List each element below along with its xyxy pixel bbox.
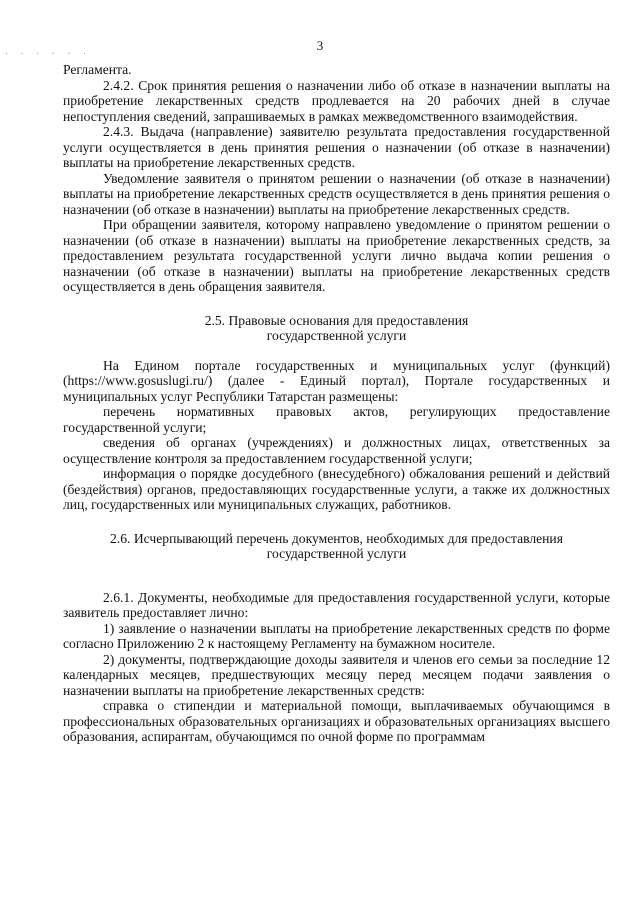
paragraph: 2.4.3. Выдача (направление) заявителю результата предоставления государственной услуги осуществляется в день принятия решения о назначении (об отказе в назначении) выплаты на приобретение лекарственных средств. [63, 124, 610, 170]
paragraph: Уведомление заявителя о принятом решении о назначении (об отказе в назначении) выплаты на приобретение лекарственных средств осуществляется в день принятия решения о назначении (об отказе в назначении) выплаты на приобретение лекарственных средств. [63, 170, 610, 217]
section-heading-2-5 [63, 313, 610, 344]
section-heading-line: государственной услуги [266, 546, 407, 561]
section-heading-line: государственной услуги [266, 328, 407, 343]
paragraph: информация о порядке досудебного (внесудебного) обжалования решений и действий (бездействия) органов, предоставляющих государственные услуги, а также их должностных лиц, государственных или муниципальных служащих, работников. [63, 466, 610, 512]
section-heading-line: 2.6. Исчерпывающий перечень документов, необходимых для предоставления [110, 530, 563, 546]
paragraph: сведения об органах (учреждениях) и должностных лицах, ответственных за осуществление контроля за предоставлением государственной услуги; [63, 435, 610, 466]
paragraph: 2.6.1. Документы, необходимые для предоставления государственной услуги, которые заявитель предоставляет лично: [63, 589, 610, 620]
paragraphs-section-2-6 [63, 590, 610, 745]
paragraph: 1) заявление о назначении выплаты на приобретение лекарственных средств по форме согласно Приложению 2 к настоящему Регламенту на бумажном носителе. [63, 620, 610, 651]
document-body [63, 62, 610, 745]
paragraph: справка о стипендии и материальной помощи, выплачиваемых обучающимся в профессиональных образовательных организациях и образовательных организациях высшего образования, аспирантам, обучающимся по очной форме по программам [63, 698, 610, 744]
section-heading-line: 2.5. Правовые основания для предоставления [204, 312, 469, 328]
spacer [63, 576, 610, 590]
paragraph: На Едином портале государственных и муниципальных услуг (функций) (https://www.gosuslugi.ru/) (далее - Единый портал), Портале государственных и муниципальных услуг Республики Татарстан размещены: [63, 357, 610, 404]
paragraph: 2) документы, подтверждающие доходы заявителя и членов его семьи за последние 12 календарных месяцев, предшествующих месяцу перед месяцем подачи заявления о назначении выплаты на приобретение лекарственных средств: [63, 651, 610, 698]
scan-marks: . . . . . . [4, 47, 90, 56]
paragraph: перечень нормативных правовых актов, регулирующих предоставление государственной услуги; [63, 404, 610, 435]
paragraph: 2.4.2. Срок принятия решения о назначении либо об отказе в назначении выплаты на приобретение лекарственных средств продлевается на 20 рабочих дней в случае непоступления сведений, запрашиваемых в рамках межведомственного взаимодействия. [63, 77, 610, 124]
paragraph: Регламента. [63, 62, 132, 77]
paragraph: При обращении заявителя, которому направлено уведомление о принятом решении о назначении (об отказе в назначении) выплаты на приобретение лекарственных средств, за предоставлением результата государственной услуги лично выдача копии решения о назначении (об отказе в назначении) выплаты на приобретение лекарственных средств осуществляется в день обращения заявителя. [63, 217, 610, 294]
paragraphs-section-2-4 [63, 62, 610, 295]
page-number: 3 [316, 38, 324, 53]
section-heading-2-6 [63, 531, 610, 562]
paragraphs-section-2-5 [63, 358, 610, 513]
